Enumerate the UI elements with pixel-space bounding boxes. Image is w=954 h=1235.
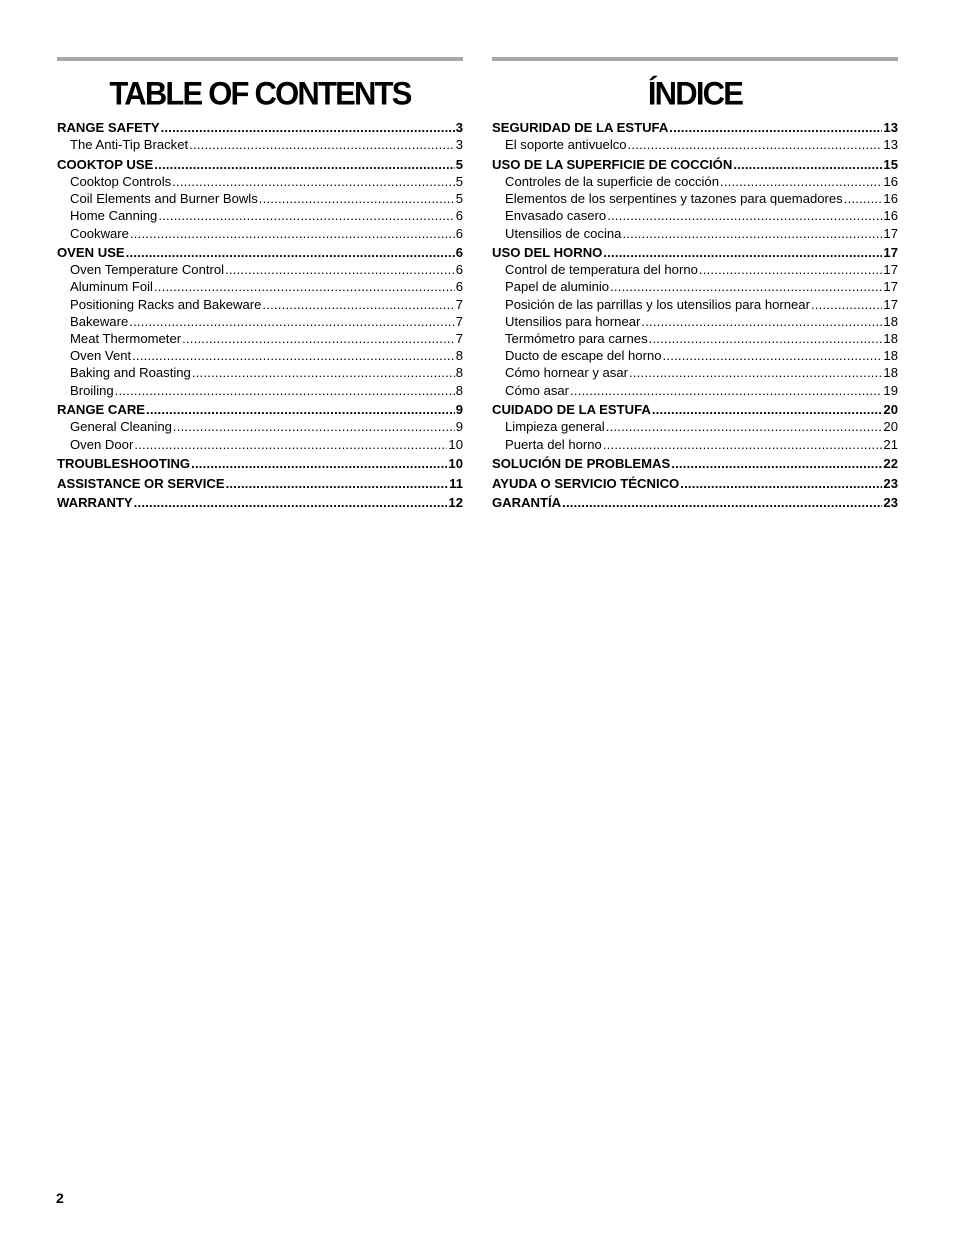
top-rule <box>57 57 463 61</box>
toc-subsection-entry[interactable] <box>57 436 463 453</box>
toc-entry-label: Broiling <box>70 382 114 398</box>
toc-entry-page: 16 <box>883 208 898 224</box>
toc-subsection-entry[interactable] <box>492 136 898 153</box>
dot-leader <box>811 296 882 313</box>
toc-entry-page: 20 <box>883 419 898 435</box>
toc-section-entry[interactable] <box>492 475 898 492</box>
toc-entry-page: 8 <box>455 365 463 381</box>
dot-leader <box>134 494 448 511</box>
toc-section-entry[interactable] <box>57 119 463 136</box>
toc-entry-label: Puerta del horno <box>505 436 602 452</box>
toc-subsection-entry[interactable] <box>57 296 463 313</box>
toc-section-entry[interactable] <box>492 455 898 472</box>
toc-entry-label: USO DEL HORNO <box>492 245 603 261</box>
toc-entry-label: Papel de aluminio <box>505 279 610 295</box>
toc-entry-label: Meat Thermometer <box>70 331 182 347</box>
toc-entry-page: 8 <box>455 382 463 398</box>
toc-entry-label: RANGE CARE <box>57 402 146 418</box>
toc-entry-page: 5 <box>455 156 463 172</box>
toc-entry-label: Oven Vent <box>70 348 132 364</box>
top-rule <box>492 57 898 61</box>
toc-subsection-entry[interactable] <box>492 225 898 242</box>
toc-entry-label: Oven Temperature Control <box>70 262 225 278</box>
toc-subsection-entry[interactable] <box>492 382 898 399</box>
dot-leader <box>562 494 882 511</box>
toc-subsection-entry[interactable] <box>492 261 898 278</box>
toc-entry-page: 6 <box>455 225 463 241</box>
toc-entry-page: 17 <box>883 225 898 241</box>
toc-section-entry[interactable] <box>57 156 463 173</box>
toc-section-entry[interactable] <box>492 244 898 261</box>
dot-leader <box>649 330 883 347</box>
toc-entry-page: 13 <box>883 120 898 135</box>
dot-leader <box>130 225 455 242</box>
toc-subsection-entry[interactable] <box>492 364 898 381</box>
toc-entry-label: RANGE SAFETY <box>57 120 160 135</box>
toc-entry-label: Posición de las parrillas y los utensilios para hornear <box>505 296 810 312</box>
toc-subsection-entry[interactable] <box>57 207 463 224</box>
toc-entry-page: 17 <box>883 279 898 295</box>
toc-list <box>492 119 898 511</box>
toc-entry-page: 6 <box>455 279 463 295</box>
toc-entry-page: 7 <box>455 331 463 347</box>
toc-section-entry[interactable] <box>57 455 463 472</box>
page-number: 2 <box>56 1190 64 1206</box>
toc-entry-page: 18 <box>883 331 898 347</box>
toc-entry-page: 21 <box>883 436 898 452</box>
dot-leader <box>610 278 882 295</box>
toc-entry-label: Envasado casero <box>505 208 607 224</box>
dot-leader <box>161 119 455 136</box>
toc-entry-page: 3 <box>455 137 463 153</box>
toc-entry-page: 16 <box>883 191 898 207</box>
toc-entry-label: USO DE LA SUPERFICIE DE COCCIÓN <box>492 156 733 172</box>
toc-subsection-entry[interactable] <box>57 173 463 190</box>
toc-entry-label: Control de temperatura del horno <box>505 262 698 278</box>
toc-entry-label: WARRANTY <box>57 495 133 511</box>
toc-subsection-entry[interactable] <box>492 190 898 207</box>
toc-entry-page: 17 <box>883 296 898 312</box>
toc-entry-label: Elementos de los serpentines y tazones para quemadores <box>505 191 843 207</box>
toc-entry-page: 9 <box>455 419 463 435</box>
toc-column-english <box>57 57 463 511</box>
dot-leader <box>733 156 882 173</box>
toc-entry-label: OVEN USE <box>57 245 125 261</box>
toc-entry-page: 6 <box>455 208 463 224</box>
toc-entry-label: Bakeware <box>70 313 129 329</box>
toc-entry-page: 22 <box>883 456 898 472</box>
toc-entry-page: 7 <box>455 296 463 312</box>
toc-entry-label: Positioning Racks and Bakeware <box>70 296 262 312</box>
toc-entry-page: 16 <box>883 173 898 189</box>
toc-subsection-entry[interactable] <box>492 296 898 313</box>
toc-entry-page: 10 <box>448 456 463 472</box>
dot-leader <box>652 401 883 418</box>
toc-subsection-entry[interactable] <box>492 278 898 295</box>
dot-leader <box>671 455 882 472</box>
toc-entry-label: Home Canning <box>70 208 158 224</box>
toc-entry-label: Utensilios de cocina <box>505 225 622 241</box>
dot-leader <box>259 190 455 207</box>
dot-leader <box>146 401 455 418</box>
toc-entry-page: 10 <box>448 436 463 452</box>
toc-subsection-entry[interactable] <box>57 347 463 364</box>
toc-entry-label: Ducto de escape del horno <box>505 348 662 364</box>
toc-section-entry[interactable] <box>57 475 463 492</box>
toc-subsection-entry[interactable] <box>57 364 463 381</box>
dot-leader <box>158 207 454 224</box>
indice-heading: ÍNDICE <box>647 75 743 112</box>
toc-subsection-entry[interactable] <box>57 190 463 207</box>
toc-subsection-entry[interactable] <box>492 436 898 453</box>
toc-entry-label: ASSISTANCE OR SERVICE <box>57 475 225 491</box>
dot-leader <box>603 436 883 453</box>
toc-entry-page: 17 <box>883 262 898 278</box>
dot-leader <box>154 156 454 173</box>
dot-leader <box>607 207 882 224</box>
dot-leader <box>191 455 447 472</box>
toc-subsection-entry[interactable] <box>57 313 463 330</box>
toc-entry-label: Coil Elements and Burner Bowls <box>70 191 258 207</box>
toc-entry-label: Cómo asar <box>505 382 570 398</box>
toc-entry-label: SOLUCIÓN DE PROBLEMAS <box>492 456 671 472</box>
toc-entry-page: 6 <box>455 245 463 261</box>
toc-entry-label: Utensilios para hornear <box>505 313 641 329</box>
toc-section-entry[interactable] <box>492 494 898 511</box>
toc-entry-label: Aluminum Foil <box>70 279 153 295</box>
toc-entry-page: 7 <box>455 313 463 329</box>
dot-leader <box>603 244 882 261</box>
toc-entry-page: 23 <box>883 495 898 511</box>
toc-entry-page: 12 <box>448 495 463 511</box>
toc-entry-page: 3 <box>455 120 463 135</box>
toc-heading: TABLE OF CONTENTS <box>109 75 411 112</box>
dot-leader <box>680 475 882 492</box>
toc-entry-page: 17 <box>883 245 898 261</box>
toc-entry-label: GARANTÍA <box>492 495 562 511</box>
toc-list <box>57 119 463 511</box>
toc-entry-page: 13 <box>883 137 898 153</box>
dot-leader <box>622 225 882 242</box>
toc-subsection-entry[interactable] <box>492 347 898 364</box>
toc-entry-page: 23 <box>883 475 898 491</box>
toc-subsection-entry[interactable] <box>57 382 463 399</box>
toc-entry-label: Oven Door <box>70 436 134 452</box>
dot-leader <box>173 418 455 435</box>
dot-leader <box>226 475 449 492</box>
toc-column-spanish <box>492 57 898 511</box>
dot-leader <box>262 296 454 313</box>
toc-entry-label: AYUDA O SERVICIO TÉCNICO <box>492 475 680 491</box>
toc-subsection-entry[interactable] <box>492 207 898 224</box>
toc-section-entry[interactable] <box>492 156 898 173</box>
dot-leader <box>132 347 455 364</box>
toc-subsection-entry[interactable] <box>492 173 898 190</box>
toc-entry-label: The Anti-Tip Bracket <box>70 137 189 153</box>
dot-leader <box>699 261 883 278</box>
dot-leader <box>669 119 882 136</box>
toc-entry-page: 11 <box>449 475 463 491</box>
dot-leader <box>172 173 455 190</box>
dot-leader <box>129 313 454 330</box>
toc-entry-label: Termómetro para carnes <box>505 331 648 347</box>
dot-leader <box>192 364 455 381</box>
toc-entry-label: Cookware <box>70 225 129 241</box>
toc-entry-page: 8 <box>455 348 463 364</box>
toc-entry-page: 19 <box>883 382 898 398</box>
dot-leader <box>154 278 455 295</box>
dot-leader <box>844 190 883 207</box>
toc-subsection-entry[interactable] <box>57 418 463 435</box>
dot-leader <box>115 382 455 399</box>
toc-entry-page: 15 <box>883 156 898 172</box>
toc-entry-label: TROUBLESHOOTING <box>57 456 191 472</box>
toc-entry-label: General Cleaning <box>70 419 172 435</box>
toc-entry-page: 5 <box>455 173 463 189</box>
toc-entry-page: 9 <box>455 402 463 418</box>
toc-entry-label: COOKTOP USE <box>57 156 154 172</box>
toc-entry-label: Baking and Roasting <box>70 365 191 381</box>
toc-subsection-entry[interactable] <box>57 261 463 278</box>
toc-subsection-entry[interactable] <box>492 418 898 435</box>
toc-section-entry[interactable] <box>57 494 463 511</box>
toc-entry-label: Controles de la superficie de cocción <box>505 173 719 189</box>
toc-entry-page: 20 <box>883 402 898 418</box>
toc-entry-page: 18 <box>883 313 898 329</box>
dot-leader <box>641 313 882 330</box>
dot-leader <box>134 436 447 453</box>
toc-subsection-entry[interactable] <box>492 313 898 330</box>
toc-subsection-entry[interactable] <box>57 136 463 153</box>
dot-leader <box>629 364 882 381</box>
toc-subsection-entry[interactable] <box>57 225 463 242</box>
toc-entry-label: Cómo hornear y asar <box>505 365 628 381</box>
dot-leader <box>182 330 455 347</box>
toc-subsection-entry[interactable] <box>492 330 898 347</box>
toc-entry-page: 5 <box>455 191 463 207</box>
dot-leader <box>225 261 455 278</box>
toc-subsection-entry[interactable] <box>57 330 463 347</box>
toc-entry-label: SEGURIDAD DE LA ESTUFA <box>492 120 669 135</box>
toc-section-entry[interactable] <box>492 119 898 136</box>
toc-section-entry[interactable] <box>57 401 463 418</box>
toc-entry-page: 6 <box>455 262 463 278</box>
toc-subsection-entry[interactable] <box>57 278 463 295</box>
toc-entry-page: 18 <box>883 348 898 364</box>
dot-leader <box>720 173 882 190</box>
dot-leader <box>189 136 455 153</box>
dot-leader <box>606 418 883 435</box>
toc-entry-page: 18 <box>883 365 898 381</box>
toc-section-entry[interactable] <box>57 244 463 261</box>
toc-entry-label: Limpieza general <box>505 419 605 435</box>
toc-section-entry[interactable] <box>492 401 898 418</box>
dot-leader <box>628 136 883 153</box>
toc-entry-label: El soporte antivuelco <box>505 137 627 153</box>
dot-leader <box>570 382 882 399</box>
dot-leader <box>663 347 883 364</box>
toc-entry-label: CUIDADO DE LA ESTUFA <box>492 402 651 418</box>
toc-entry-label: Cooktop Controls <box>70 173 172 189</box>
dot-leader <box>126 244 455 261</box>
